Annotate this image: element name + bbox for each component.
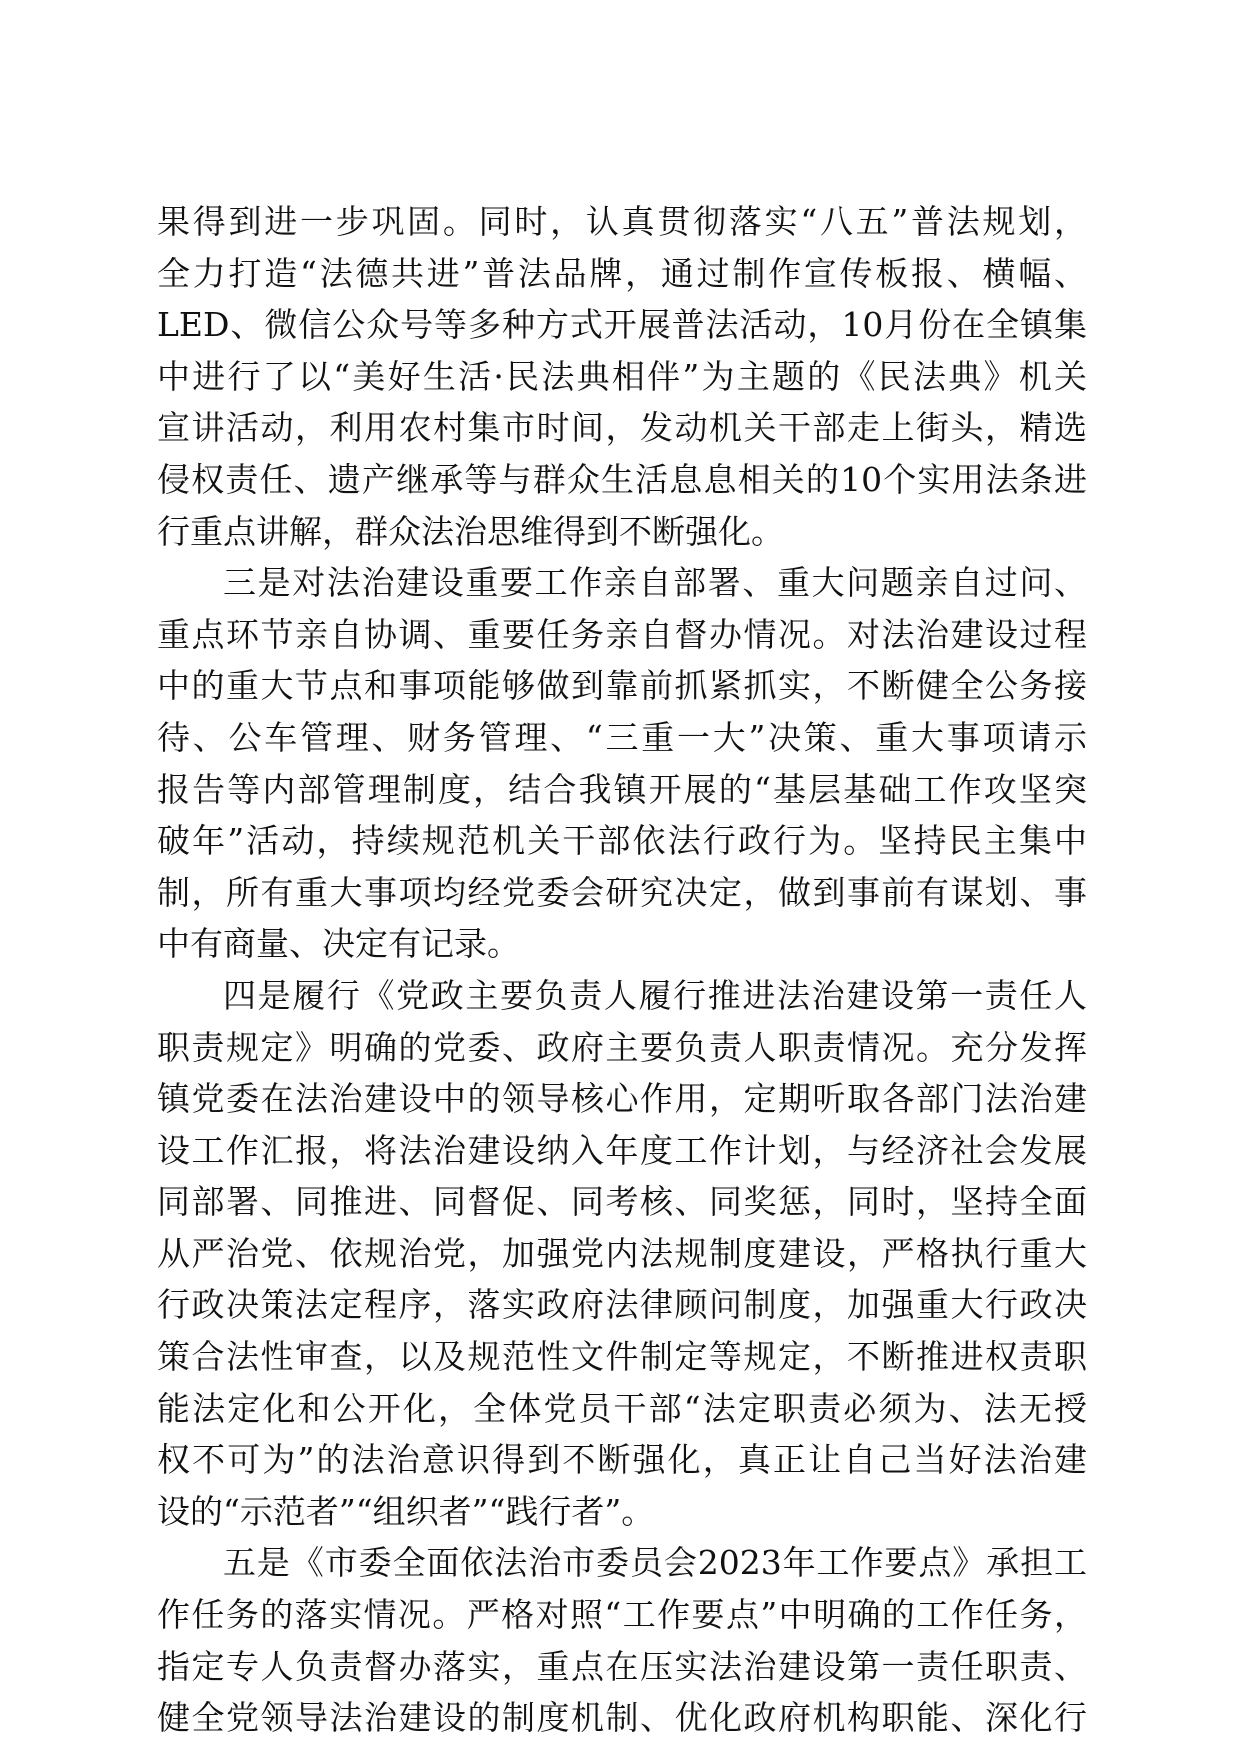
text-line: 权不可为”的法治意识得到不断强化，真正让自己当好法治建	[157, 1440, 1087, 1480]
text-line: 作任务的落实情况。严格对照“工作要点”中明确的工作任务，	[157, 1595, 1087, 1635]
text-line: 三是对法治建设重要工作亲自部署、重大问题亲自过问、	[223, 563, 1087, 603]
text-line: 待、公车管理、财务管理、“三重一大”决策、重大事项请示	[157, 717, 1087, 757]
text-line: LED、微信公众号等多种方式开展普法活动，10月份在全镇集	[157, 305, 1087, 345]
text-line: 侵权责任、遗产继承等与群众生活息息相关的10个实用法条进	[157, 459, 1087, 499]
paragraph-4	[157, 1537, 1087, 1743]
text-line: 中进行了以“美好生活·民法典相伴”为主题的《民法典》机关	[157, 356, 1087, 396]
text-line: 策合法性审查，以及规范性文件制定等规定，不断推进权责职	[157, 1337, 1087, 1377]
text-line: 行重点讲解，群众法治思维得到不断强化。	[157, 511, 784, 551]
text-line: 制，所有重大事项均经党委会研究决定，做到事前有谋划、事	[157, 872, 1087, 912]
text-line: 果得到进一步巩固。同时，认真贯彻落实“八五”普法规划，	[157, 202, 1087, 241]
text-line: 能法定化和公开化，全体党员干部“法定职责必须为、法无授	[157, 1388, 1087, 1428]
text-line: 健全党领导法治建设的制度机制、优化政府机构职能、深化行	[157, 1698, 1087, 1738]
text-line: 四是履行《党政主要负责人履行推进法治建设第一责任人	[223, 975, 1087, 1015]
text-line: 同部署、同推进、同督促、同考核、同奖惩，同时，坚持全面	[157, 1182, 1087, 1222]
text-line: 宣讲活动，利用农村集市时间，发动机关干部走上街头，精选	[157, 408, 1087, 448]
text-line: 设工作汇报，将法治建设纳入年度工作计划，与经济社会发展	[157, 1130, 1087, 1170]
text-line: 重点环节亲自协调、重要任务亲自督办情况。对法治建设过程	[157, 614, 1087, 654]
text-line: 行政决策法定程序，落实政府法律顾问制度，加强重大行政决	[157, 1285, 1087, 1325]
text-line: 指定专人负责督办落实，重点在压实法治建设第一责任职责、	[157, 1646, 1087, 1686]
text-line: 设的“示范者”“组织者”“践行者”。	[157, 1491, 655, 1531]
text-line: 从严治党、依规治党，加强党内法规制度建设，严格执行重大	[157, 1233, 1087, 1273]
text-line: 全力打造“法德共进”普法品牌，通过制作宣传板报、横幅、	[157, 253, 1087, 293]
text-line: 五是《市委全面依法治市委员会2023年工作要点》承担工	[223, 1543, 1087, 1583]
text-line: 职责规定》明确的党委、政府主要负责人职责情况。充分发挥	[157, 1027, 1087, 1067]
paragraph-1	[157, 196, 1087, 557]
text-line: 报告等内部管理制度，结合我镇开展的“基层基础工作攻坚突	[157, 769, 1087, 809]
paragraph-2	[157, 557, 1087, 970]
text-line: 中有商量、决定有记录。	[157, 924, 520, 964]
paragraph-3	[157, 970, 1087, 1538]
text-line: 中的重大节点和事项能够做到靠前抓紧抓实，不断健全公务接	[157, 666, 1087, 706]
text-line: 镇党委在法治建设中的领导核心作用，定期听取各部门法治建	[157, 1079, 1087, 1119]
text-line: 破年”活动，持续规范机关干部依法行政行为。坚持民主集中	[157, 821, 1087, 861]
body-text	[157, 196, 1087, 1744]
